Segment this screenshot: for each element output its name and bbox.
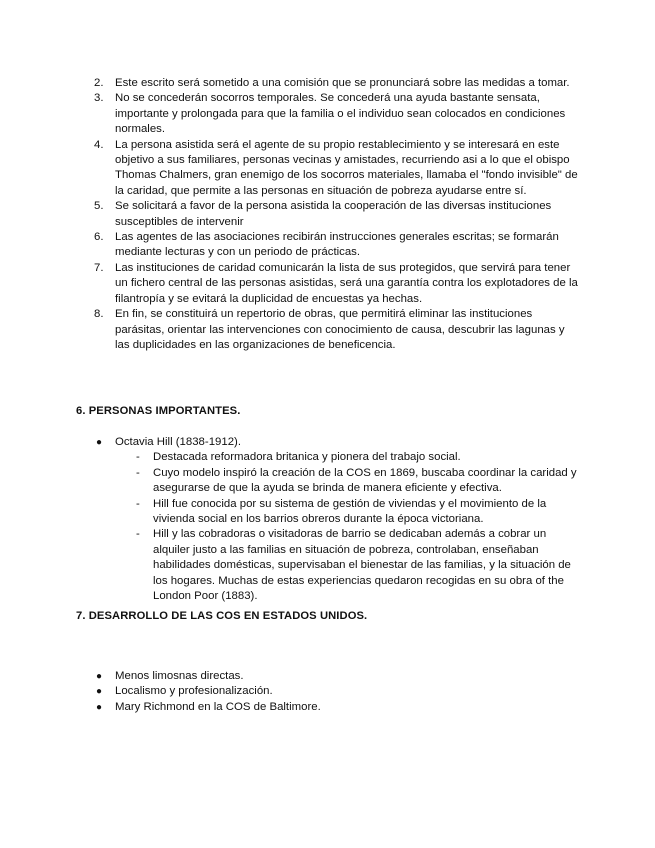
sub-list-item-text: Destacada reformadora britanica y pionera del trabajo social. (153, 451, 461, 464)
list-number: 4. (94, 138, 104, 151)
sub-list-item-text: Cuyo modelo inspiró la creación de la COS en 1869, buscaba coordinar la caridad y asegurarse de que la ayuda se brinda de manera eficiente y efectiva. (153, 466, 577, 495)
list-number: 3. (94, 92, 104, 105)
list-item (0, 138, 655, 200)
person-name: Octavia Hill (1838-1912). (115, 436, 241, 448)
dash-icon: - (136, 497, 140, 510)
sub-list-item (0, 497, 580, 528)
section-heading-desarrollo-cos: 7. DESARROLLO DE LAS COS EN ESTADOS UNIDOS. (76, 610, 368, 622)
list-item (0, 230, 655, 261)
sub-list-item (0, 450, 580, 465)
list-item-text: Las instituciones de caridad comunicarán la lista de sus protegidos, que servirá para tener un fichero central de las personas asistidas, será una garantía contra los explotadores de la filantropía y se evitará la duplicidad de encuestas ya hechas. (115, 261, 578, 305)
list-item (0, 307, 655, 353)
list-number: 6. (94, 231, 104, 244)
list-item-text: La persona asistida será el agente de su propio restablecimiento y se interesará en este objetivo a sus familiares, personas vecinas y amistades, recurriendo asi a lo que el obispo Thomas Chalmers, gran enemigo de los socorros materiales, llamaba el "fondo invisible" de la caridad, que permite a las personas en situación de pobreza ayudarse entre sí. (115, 138, 578, 197)
bullet-icon: ● (96, 671, 103, 682)
sub-list (115, 450, 580, 604)
list-item-text: Las agentes de las asociaciones recibirán instrucciones generales escritas; se formarán mediante lecturas y con un periodo de prácticas. (115, 231, 559, 259)
list-item-text: Mary Richmond en la COS de Baltimore. (115, 700, 321, 713)
section-heading-personas-importantes: 6. PERSONAS IMPORTANTES. (76, 405, 241, 417)
list-number: 8. (94, 308, 104, 321)
list-item (0, 199, 655, 230)
dash-icon: - (136, 451, 140, 464)
sub-list-item (0, 466, 580, 497)
list-item-text: En fin, se constituirá un repertorio de obras, que permitirá eliminar las instituciones parásitas, orientar las intervenciones con conocimiento de causa, descubrir las lagunas y las duplicidades en las organizaciones de beneficencia. (115, 308, 565, 351)
list-item (0, 669, 655, 684)
sub-list-item-text: Hill y las cobradoras o visitadoras de barrio se dedicaban además a cobrar un alquiler justo a las familias en situación de pobreza, controlaban, enseñaban habilidades domésticas, supervisaban el bienestar de las familias, y la situación de los hogares. Muchas de estas experiencias quedaron recogidas en su obra of the London Poor (1883). (153, 528, 571, 603)
bullet-list-desarrollo (0, 669, 655, 715)
sub-list-item (0, 527, 580, 604)
bullet-list-personas (0, 435, 655, 604)
bullet-icon: ● (96, 701, 103, 713)
list-item (0, 435, 655, 604)
list-item-text: Menos limosnas directas. (115, 670, 244, 682)
list-item (0, 76, 655, 91)
list-number: 7. (94, 261, 104, 274)
bullet-icon: ● (96, 686, 103, 698)
sub-list-item-text: Hill fue conocida por su sistema de gestión de viviendas y el movimiento de la vivienda social en los barrios obreros durante la época victoriana. (153, 497, 547, 526)
dash-icon: - (136, 466, 140, 479)
list-item-text: Se solicitará a favor de la persona asistida la cooperación de las diversas instituciones susceptibles de intervenir (115, 200, 552, 228)
list-item (0, 91, 655, 137)
dash-icon: - (136, 528, 140, 541)
list-item (0, 700, 655, 715)
list-number: 2. (94, 77, 104, 89)
list-item (0, 261, 655, 307)
numbered-list (0, 76, 655, 353)
list-item-text: Este escrito será sometido a una comisión que se pronunciará sobre las medidas a tomar. (115, 77, 570, 89)
list-item (0, 684, 655, 699)
list-item-text: No se concederán socorros temporales. Se concederá una ayuda bastante sensata, importante y prolongada para que la familia o el individuo sean colocados en condiciones normales. (115, 92, 566, 136)
list-item-text: Localismo y profesionalización. (115, 685, 273, 698)
bullet-icon: ● (96, 437, 103, 448)
list-number: 5. (94, 200, 104, 213)
